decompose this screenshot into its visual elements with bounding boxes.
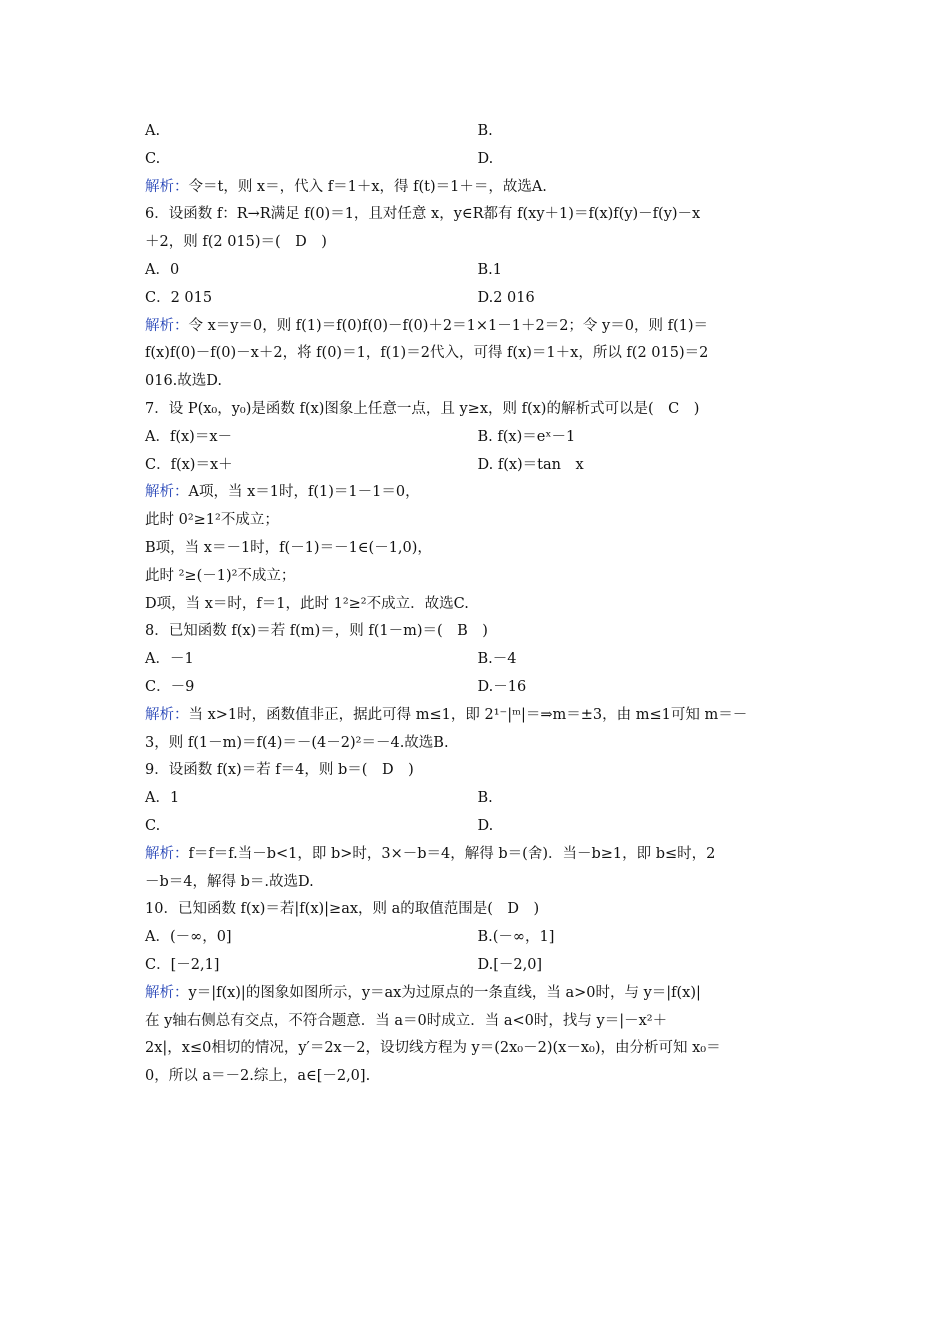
- q9-option-c: C.: [145, 817, 161, 834]
- q9-analysis-line-1: [145, 841, 810, 869]
- q8-analysis-line-2: 3，则 f(1－m)＝f(4)＝－(4－2)²＝－4.故选B.: [145, 734, 449, 751]
- q8-option-b: B.－4: [477, 651, 517, 668]
- q10-option-b: B.(－∞，1]: [477, 929, 555, 946]
- q10-analysis-line-4: 0，所以 a＝－2.综上，a∈[－2,0].: [145, 1068, 371, 1085]
- q7-analysis-line-3: B项，当 x＝－1时，f(－1)＝－1∈(－1,0)，: [145, 539, 432, 556]
- q7-option-c: C．f(x)＝x＋: [145, 456, 233, 473]
- q6-analysis-line-1: [145, 313, 810, 341]
- q6-analysis-line-3: 016.故选D.: [145, 373, 223, 390]
- analysis-label: 解析：: [145, 178, 189, 195]
- q8-analysis-text-1: 当 x>1时，函数值非正，据此可得 m≤1，即 2¹⁻|ᵐ|＝⇒m＝±3，由 m≤1可知 m＝－: [188, 706, 748, 723]
- q10-option-c: C．[－2,1]: [145, 956, 220, 973]
- q6-options-row-1: [145, 257, 810, 285]
- q6-option-b: B.1: [477, 261, 502, 278]
- q6-option-d: D.2 016: [477, 289, 535, 306]
- q7-options-row-1: [145, 424, 810, 452]
- q8-stem: 8．已知函数 f(x)＝若 f(m)＝，则 f(1－m)＝( B ): [145, 623, 488, 640]
- analysis-label: 解析：: [145, 984, 189, 1001]
- q5-option-c: C.: [145, 150, 161, 167]
- q8-option-d: D.－16: [477, 678, 527, 695]
- q5-option-d: D.: [477, 150, 494, 167]
- q10-analysis-line-3: 2x|，x≤0相切的情况，y′＝2x－2，设切线方程为 y＝(2x₀－2)(x－x₀)，由分析可知 x₀＝: [145, 1040, 721, 1057]
- q6-stem-line-1: 6．设函数 f：R→R满足 f(0)＝1，且对任意 x，y∈R都有 f(xy＋1)＝f(x)f(y)－f(y)－x: [145, 206, 701, 223]
- analysis-label: 解析：: [145, 317, 189, 334]
- q6-option-a: A．0: [145, 261, 180, 278]
- q8-option-c: C．－9: [145, 678, 195, 695]
- q6-analysis-text-1: 令 x＝y＝0，则 f(1)＝f(0)f(0)－f(0)＋2＝1×1－1＋2＝2；令 y＝0，则 f(1)＝: [188, 317, 708, 334]
- q9-analysis-line-2: －b＝4，解得 b＝.故选D.: [145, 873, 314, 890]
- document-page: [145, 118, 810, 1091]
- q7-stem: 7．设 P(x₀，y₀)是函数 f(x)图象上任意一点，且 y≥x，则 f(x)的解析式可以是( C ): [145, 400, 700, 417]
- q10-analysis-text-1: y＝|f(x)|的图象如图所示，y＝ax为过原点的一条直线，当 a>0时，与 y＝|f(x)|: [188, 984, 701, 1001]
- q9-analysis-text-1: f＝f＝f.当－b<1，即 b>时，3×－b＝4，解得 b＝(舍)．当－b≥1，即 b≤时，2: [188, 845, 716, 862]
- q7-analysis-text-1: A项，当 x＝1时，f(1)＝1－1＝0，: [188, 484, 420, 501]
- q7-analysis-line-1: [145, 479, 810, 507]
- q9-option-b: B.: [477, 790, 493, 807]
- q5-options-row-1: [145, 118, 810, 146]
- q5-analysis: [145, 174, 810, 202]
- q7-analysis-line-4: 此时 ²≥(－1)²不成立；: [145, 567, 296, 584]
- q7-analysis-line-5: D项，当 x＝时，f＝1，此时 1²≥²不成立．故选C.: [145, 595, 469, 612]
- q7-option-b: B. f(x)＝eˣ－1: [477, 428, 576, 445]
- q5-options-row-2: [145, 146, 810, 174]
- q10-option-d: D.[－2,0]: [477, 956, 543, 973]
- q7-option-a: A．f(x)＝x－: [145, 428, 233, 445]
- analysis-label: 解析：: [145, 845, 189, 862]
- q9-option-d: D.: [477, 817, 494, 834]
- q8-analysis-line-1: [145, 702, 810, 730]
- q5-option-b: B.: [477, 123, 493, 139]
- q7-option-d: D. f(x)＝tan x: [477, 456, 584, 473]
- q5-analysis-text: 令＝t，则 x＝，代入 f＝1＋x，得 f(t)＝1＋＝，故选A.: [188, 178, 547, 195]
- q6-analysis-line-2: f(x)f(0)－f(0)－x＋2，将 f(0)＝1，f(1)＝2代入，可得 f(x)＝1＋x，所以 f(2 015)＝2: [145, 345, 709, 362]
- q9-option-a: A．1: [145, 790, 180, 807]
- analysis-label: 解析：: [145, 484, 189, 501]
- q9-stem: 9．设函数 f(x)＝若 f＝4，则 b＝( D ): [145, 762, 414, 779]
- q9-options-row-1: [145, 785, 810, 813]
- q8-options-row-1: [145, 646, 810, 674]
- q8-option-a: A．－1: [145, 651, 194, 668]
- q9-options-row-2: [145, 813, 810, 841]
- q10-stem: 10．已知函数 f(x)＝若|f(x)|≥ax，则 a的取值范围是( D ): [145, 901, 540, 918]
- q10-option-a: A．(－∞，0]: [145, 929, 232, 946]
- q7-analysis-line-2: 此时 0²≥1²不成立；: [145, 512, 279, 529]
- q10-analysis-line-1: [145, 980, 810, 1008]
- analysis-label: 解析：: [145, 706, 189, 723]
- q7-options-row-2: [145, 452, 810, 480]
- q10-options-row-1: [145, 924, 810, 952]
- q5-option-a: A.: [145, 123, 161, 139]
- q8-options-row-2: [145, 674, 810, 702]
- q10-analysis-line-2: 在 y轴右侧总有交点，不符合题意．当 a＝0时成立．当 a<0时，找与 y＝|－x²＋: [145, 1012, 668, 1029]
- q6-stem-line-2: ＋2，则 f(2 015)＝( D ): [145, 234, 327, 251]
- q10-options-row-2: [145, 952, 810, 980]
- q6-option-c: C．2 015: [145, 289, 213, 306]
- q6-options-row-2: [145, 285, 810, 313]
